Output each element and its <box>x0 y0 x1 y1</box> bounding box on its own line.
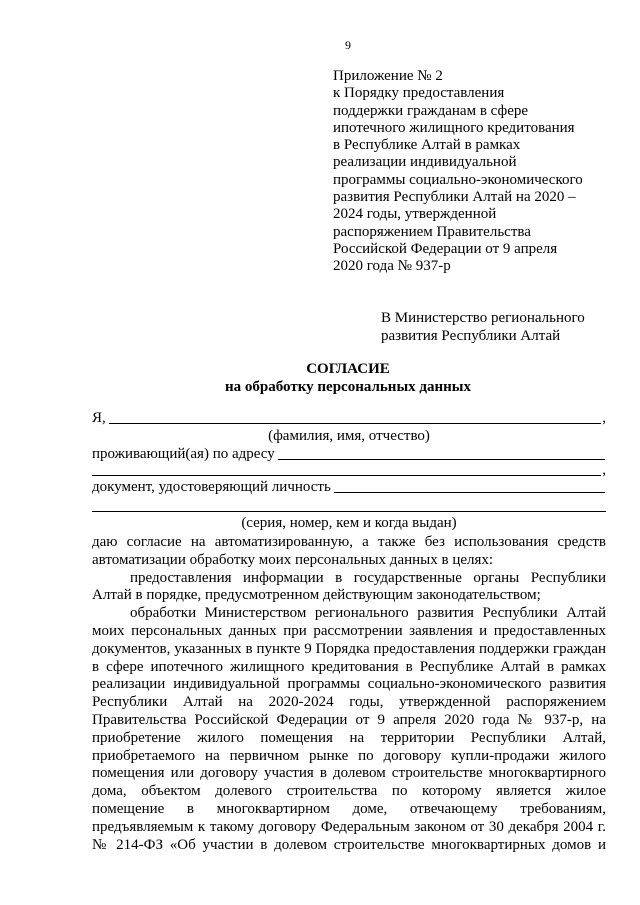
paragraph-purpose-info <box>92 570 606 606</box>
address-tail: , <box>602 462 606 478</box>
document-subtitle: на обработку персональных данных <box>225 379 471 395</box>
consent-body <box>92 534 606 854</box>
appendix-line: ипотечного жилищного кредитования <box>333 119 575 136</box>
addressee-line: В Министерство регионального <box>381 310 585 326</box>
text-line: помещения или договору участия в долевом строительстве многоквартирного <box>92 765 606 782</box>
text-line: помещение в многоквартирном доме, отвечающему требованиям, <box>92 800 606 817</box>
appendix-line: Российской Федерации от 9 апреля <box>333 240 558 257</box>
paragraph-consent <box>92 534 606 570</box>
addressee-line: развития Республики Алтай <box>381 327 561 344</box>
text-line: приобретение жилого помещения на территории Республики Алтай, <box>92 729 606 746</box>
name-field-line[interactable] <box>109 409 601 424</box>
address-label: проживающий(ая) по адресу <box>92 446 275 462</box>
addressee-block <box>381 310 621 345</box>
text-line: автоматизации обработку моих персональных данных в целях: <box>92 551 494 568</box>
paragraph-purpose-processing <box>92 605 606 854</box>
text-line: реализации индивидуальной программы социально-экономического развития <box>92 676 606 693</box>
appendix-line: 2020 года № 937-р <box>333 258 451 275</box>
name-label: Я, <box>92 410 106 426</box>
document-field-line[interactable] <box>334 478 605 493</box>
text-line: даю согласие на автоматизированную, а также без использования средств <box>92 534 606 550</box>
page-number: 9 <box>345 38 351 52</box>
text-line: Правительства Российской Федерации от 9 апреля 2020 года № 937-р, на <box>92 711 606 728</box>
appendix-line: поддержки гражданам в сфере <box>333 102 529 119</box>
text-line: моих персональных данных при рассмотрении заявления и предоставленных <box>92 622 606 639</box>
text-line: в сфере ипотечного жилищного кредитования в Республике Алтай в рамках <box>92 658 606 675</box>
document-hint: (серия, номер, кем и когда выдан) <box>241 515 457 531</box>
appendix-line: 2024 годы, утвержденной <box>333 206 497 223</box>
text-line: Алтай в порядке, предусмотренном действующим законодательством; <box>92 587 541 604</box>
document-title: СОГЛАСИЕ <box>306 361 390 377</box>
text-line: № 214-ФЗ «Об участии в долевом строительстве многоквартирных домов и <box>92 836 606 853</box>
text-line: документов, указанных в пункте 9 Порядка предоставления поддержки граждан <box>92 640 606 657</box>
address-field-line-2[interactable] <box>92 461 601 476</box>
appendix-line: реализации индивидуальной <box>333 154 517 171</box>
address-field-line[interactable] <box>278 445 605 460</box>
text-line: дома, объектом долевого строительства по которому является жилое <box>92 783 606 800</box>
appendix-line: распоряжением Правительства <box>333 223 531 240</box>
appendix-block <box>333 68 595 276</box>
address-row-continued <box>92 461 606 479</box>
text-line: предоставления информации в государственные органы Республики <box>130 569 606 586</box>
appendix-line: программы социально-экономического <box>333 171 583 188</box>
document-row <box>92 478 606 496</box>
appendix-line: Приложение № 2 <box>333 68 443 84</box>
document-field-line-2[interactable] <box>92 511 606 512</box>
text-line: предъявляемым к такому договору Федеральным законом от 30 декабря 2004 г. <box>92 818 606 835</box>
text-line: Республики Алтай на 2020-2024 годы, утвержденной распоряжением <box>92 694 606 711</box>
name-row <box>92 409 606 427</box>
name-hint: (фамилия, имя, отчество) <box>268 428 430 444</box>
document-label: документ, удостоверяющий личность <box>92 479 331 495</box>
text-line: приобретаемого на первичном рынке по договору купли-продажи жилого <box>92 747 606 764</box>
appendix-line: развития Республики Алтай на 2020 – <box>333 189 576 206</box>
appendix-line: к Порядку предоставления <box>333 85 505 102</box>
text-line: обработки Министерством регионального развития Республики Алтай <box>130 605 606 622</box>
appendix-line: в Республике Алтай в рамках <box>333 137 521 154</box>
name-tail: , <box>602 410 606 426</box>
